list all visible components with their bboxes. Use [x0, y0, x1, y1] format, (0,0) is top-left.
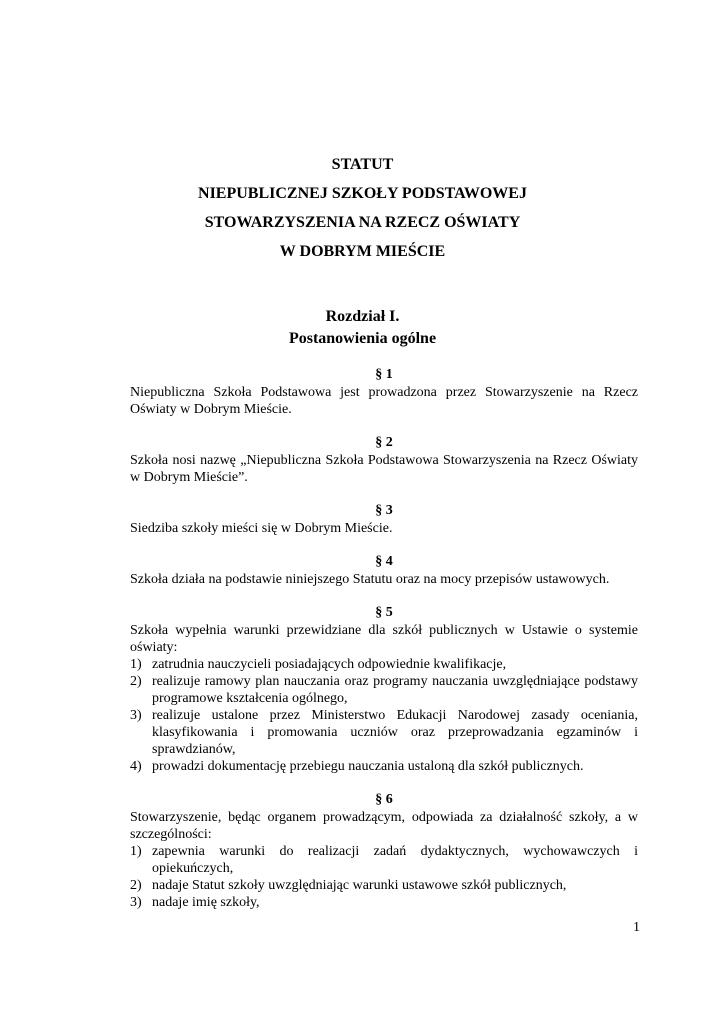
section-heading: § 1 [375, 367, 393, 382]
title-line: STOWARZYSZENIA NA RZECZ OŚWIATY [204, 214, 521, 231]
section-4 [130, 553, 638, 588]
section-5 [130, 604, 638, 775]
list-item-number: 3) [130, 895, 142, 910]
list-item-text: nadaje Statut szkoły uwzględniając warunki ustawowe szkół publicznych, [152, 878, 567, 893]
list-item [130, 894, 638, 911]
section-heading: § 4 [375, 554, 393, 569]
chapter-number: Rozdział I. [325, 308, 400, 325]
list-item [130, 843, 638, 877]
section-heading: § 3 [375, 503, 393, 518]
list-item-number: 2) [130, 674, 142, 689]
list-item-text: realizuje ramowy plan nauczania oraz programy nauczania uwzględniające podstawy programowe kształcenia ogólnego, [152, 674, 638, 706]
section-text: Szkoła działa na podstawie niniejszego Statutu oraz na mocy przepisów ustawowych. [130, 572, 610, 587]
list-item-number: 2) [130, 878, 142, 893]
title-line: NIEPUBLICZNEJ SZKOŁY PODSTAWOWEJ [198, 185, 527, 202]
list-item-number: 3) [130, 708, 142, 723]
document-body [130, 366, 638, 927]
section-list [130, 656, 638, 775]
title-line: W DOBRYM MIEŚCIE [279, 243, 446, 260]
list-item-number: 1) [130, 844, 142, 859]
list-item-number: 4) [130, 759, 142, 774]
list-item [130, 877, 638, 894]
section-6 [130, 791, 638, 911]
section-text: Niepubliczna Szkoła Podstawowa jest prowadzona przez Stowarzyszenie na Rzecz Oświaty w Dobrym Mieście. [130, 385, 638, 417]
list-item-text: nadaje imię szkoły, [152, 895, 260, 910]
list-item-text: prowadzi dokumentację przebiegu nauczania ustaloną dla szkół publicznych. [152, 759, 584, 774]
document-title [0, 150, 725, 266]
section-heading: § 2 [375, 435, 393, 450]
list-item-text: zatrudnia nauczycieli posiadających odpowiednie kwalifikacje, [152, 657, 507, 672]
list-item-number: 1) [130, 657, 142, 672]
section-heading: § 5 [375, 605, 393, 620]
section-list [130, 843, 638, 911]
section-3 [130, 502, 638, 537]
list-item [130, 656, 638, 673]
page-number: 1 [633, 920, 640, 935]
section-text: Siedziba szkoły mieści się w Dobrym Mieście. [130, 521, 393, 536]
chapter-heading [0, 306, 725, 350]
list-item-text: zapewnia warunki do realizacji zadań dydaktycznych, wychowawczych i opiekuńczych, [152, 844, 638, 876]
section-text: Stowarzyszenie, będąc organem prowadzącym, odpowiada za działalność szkoły, a w szczególności: [130, 810, 638, 842]
list-item-text: realizuje ustalone przez Ministerstwo Edukacji Narodowej zasady oceniania, klasyfikowania i promowania uczniów oraz przeprowadzania egzaminów i sprawdzianów, [152, 708, 638, 757]
section-text: Szkoła nosi nazwę „Niepubliczna Szkoła Podstawowa Stowarzyszenia na Rzecz Oświaty w Dobrym Mieście”. [130, 453, 638, 485]
section-heading: § 6 [375, 792, 393, 807]
section-1 [130, 366, 638, 418]
list-item [130, 673, 638, 707]
list-item [130, 758, 638, 775]
list-item [130, 707, 638, 758]
section-text: Szkoła wypełnia warunki przewidziane dla szkół publicznych w Ustawie o systemie oświaty: [130, 623, 638, 655]
title-line: STATUT [331, 156, 394, 173]
section-2 [130, 434, 638, 486]
chapter-title: Postanowienia ogólne [288, 330, 437, 347]
